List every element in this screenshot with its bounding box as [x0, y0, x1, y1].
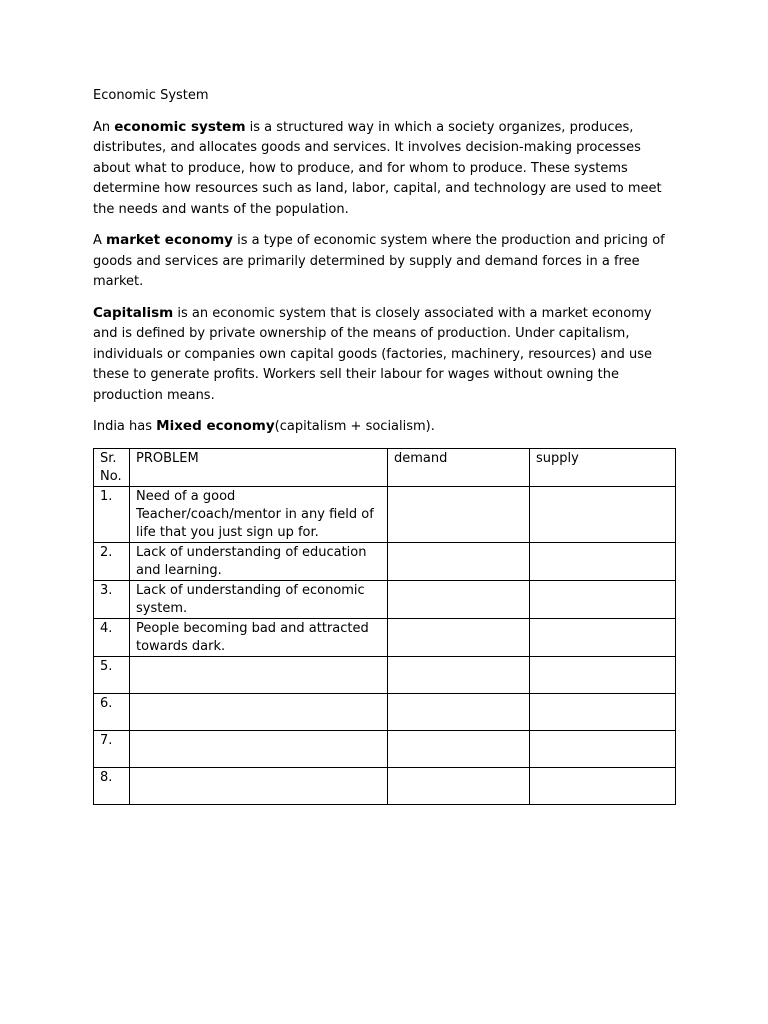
cell-demand: [388, 618, 530, 656]
paragraph-prefix: A: [93, 233, 107, 248]
cell-problem: [130, 767, 388, 804]
paragraph-capitalism: [93, 303, 675, 407]
cell-demand: [388, 730, 530, 767]
cell-demand: [388, 486, 530, 542]
cell-supply: [530, 767, 676, 804]
cell-demand: [388, 542, 530, 580]
table-row: [94, 730, 676, 767]
header-sr-no: Sr. No.: [94, 448, 130, 486]
cell-supply: [530, 486, 676, 542]
cell-problem: Lack of understanding of economic system.: [130, 580, 388, 618]
document-title: Economic System: [93, 88, 209, 103]
term-market-economy: market economy: [106, 232, 233, 248]
cell-sr: 7.: [94, 730, 130, 767]
paragraph-body: (capitalism + socialism).: [274, 419, 435, 434]
table-header-row: [94, 448, 676, 486]
cell-problem: [130, 656, 388, 693]
cell-problem: Lack of understanding of education and learning.: [130, 542, 388, 580]
cell-sr: 2.: [94, 542, 130, 580]
cell-sr: 4.: [94, 618, 130, 656]
table-row: [94, 618, 676, 656]
term-mixed-economy: Mixed economy: [156, 418, 275, 434]
cell-problem: [130, 730, 388, 767]
cell-supply: [530, 656, 676, 693]
cell-problem: [130, 693, 388, 730]
paragraph-prefix: India has: [93, 419, 157, 434]
cell-demand: [388, 580, 530, 618]
table-row: [94, 767, 676, 804]
cell-sr: 5.: [94, 656, 130, 693]
paragraph-market-economy: [93, 230, 675, 293]
table-row: [94, 693, 676, 730]
cell-demand: [388, 656, 530, 693]
term-capitalism: Capitalism: [93, 304, 174, 321]
cell-sr: 6.: [94, 693, 130, 730]
cell-sr: 3.: [94, 580, 130, 618]
paragraph-body: is an economic system that is closely associated with a market economy and is defined by private ownership of the means of production. Under capitalism, individuals or companies own capital goods (factories, machinery, resources) and use these to generate profits. Workers sell their labour for wages without owning the production means.: [93, 305, 652, 403]
cell-demand: [388, 693, 530, 730]
cell-supply: [530, 580, 676, 618]
cell-demand: [388, 767, 530, 804]
document-body: [93, 86, 675, 805]
paragraph-body: is a structured way in which a society organizes, produces, distributes, and allocates goods and services. It involves decision-making processes about what to produce, how to produce, and for whom to produce. These systems determine how resources such as land, labor, capital, and technology are used to meet the needs and wants of the population.: [93, 119, 662, 217]
table-row: [94, 656, 676, 693]
paragraph-india-mixed-economy: [93, 416, 675, 438]
paragraph-economic-system: [93, 117, 675, 221]
paragraph-body: is a type of economic system where the production and pricing of goods and services are primarily determined by supply and demand forces in a free market.: [93, 233, 665, 289]
header-demand: demand: [388, 448, 530, 486]
cell-problem: People becoming bad and attracted towards dark.: [130, 618, 388, 656]
header-problem: PROBLEM: [130, 448, 388, 486]
table-row: [94, 580, 676, 618]
table-row: [94, 486, 676, 542]
paragraph-prefix: An: [93, 119, 115, 135]
cell-supply: [530, 542, 676, 580]
problems-table: [93, 448, 676, 805]
term-economic-system: economic system: [114, 118, 246, 135]
header-supply: supply: [530, 448, 676, 486]
cell-supply: [530, 618, 676, 656]
table-row: [94, 542, 676, 580]
cell-supply: [530, 693, 676, 730]
cell-supply: [530, 730, 676, 767]
cell-sr: 1.: [94, 486, 130, 542]
cell-sr: 8.: [94, 767, 130, 804]
cell-problem: Need of a good Teacher/coach/mentor in any field of life that you just sign up for.: [130, 486, 388, 542]
